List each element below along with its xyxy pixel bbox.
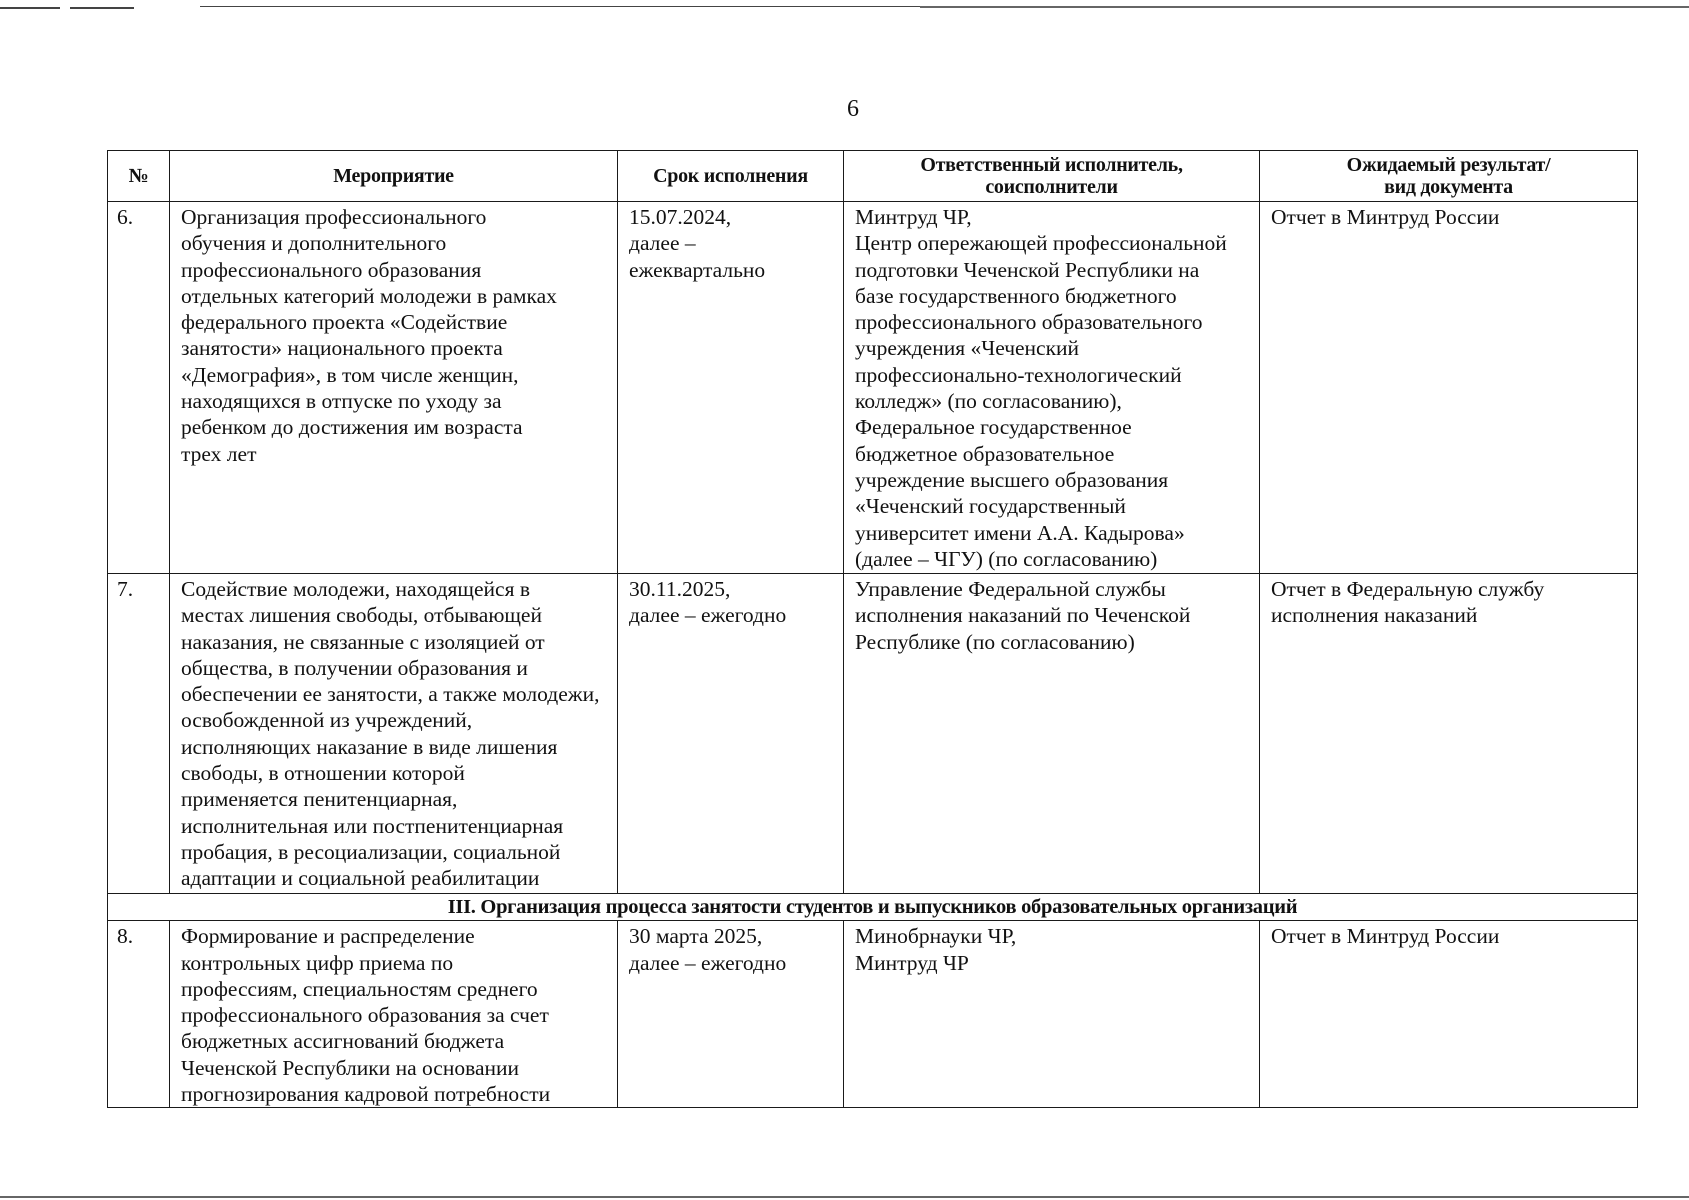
activity-cell: Формирование и распределение контрольных цифр приема по профессиям, специальностям среднего профессионального образования за счет бюджетных ассигнований бюджета Чеченской Республики на основании прогнозирования кадровой потребности — [170, 921, 618, 1108]
page-number: 6 — [847, 96, 859, 122]
action-plan-table — [107, 150, 1638, 1108]
deadline-cell: 30.11.2025, далее – ежегодно — [618, 574, 844, 894]
executor-cell: Управление Федеральной службы исполнения наказаний по Чеченской Республике (по согласованию) — [844, 574, 1260, 894]
result-cell: Отчет в Федеральную службу исполнения наказаний — [1260, 574, 1638, 894]
header-result: Ожидаемый результат/ вид документа — [1260, 151, 1638, 202]
scan-edge-line — [0, 1196, 1689, 1198]
scan-edge-line — [0, 7, 60, 9]
executor-cell: Минтруд ЧР, Центр опережающей профессиональной подготовки Чеченской Республики на базе государственного бюджетного профессионального образовательного учреждения «Чеченский профессионально-технологический колледж» (по согласованию), Федеральное государственное бюджетное образовательное учреждение высшего образования «Чеченский государственный университет имени А.А. Кадырова» (далее – ЧГУ) (по согласованию) — [844, 202, 1260, 574]
activity-cell: Содействие молодежи, находящейся в местах лишения свободы, отбывающей наказания, не связанные с изоляцией от общества, в получении образования и обеспечении ее занятости, а также молодежи, освобожденной из учреждений, исполняющих наказание в виде лишения свободы, в отношении которой применяется пенитенциарная, исполнительная или постпенитенциарная пробация, в ресоциализации, социальной адаптации и социальной реабилитации — [170, 574, 618, 894]
row-number: 7. — [108, 574, 170, 894]
header-num: № — [108, 151, 170, 202]
scan-edge-line — [920, 6, 1689, 8]
header-activity: Мероприятие — [170, 151, 618, 202]
row-number: 6. — [108, 202, 170, 574]
table-header-row — [108, 151, 1638, 202]
deadline-cell: 15.07.2024, далее – ежеквартально — [618, 202, 844, 574]
executor-cell: Минобрнауки ЧР, Минтруд ЧР — [844, 921, 1260, 1108]
result-cell: Отчет в Минтруд России — [1260, 921, 1638, 1108]
row-number: 8. — [108, 921, 170, 1108]
table-row — [108, 574, 1638, 894]
header-deadline: Срок исполнения — [618, 151, 844, 202]
scan-edge-line — [200, 6, 920, 7]
activity-cell: Организация профессионального обучения и дополнительного профессионального образования отдельных категорий молодежи в рамках федерального проекта «Содействие занятости» национального проекта «Демография», в том числе женщин, находящихся в отпуске по уходу за ребенком до достижения им возраста трех лет — [170, 202, 618, 574]
result-cell: Отчет в Минтруд России — [1260, 202, 1638, 574]
table-row — [108, 921, 1638, 1108]
section-title: III. Организация процесса занятости студентов и выпускников образовательных организаций — [108, 894, 1638, 921]
scan-edge-line — [70, 7, 134, 9]
section-header-row — [108, 894, 1638, 921]
deadline-cell: 30 марта 2025, далее – ежегодно — [618, 921, 844, 1108]
table-row — [108, 202, 1638, 574]
header-executor: Ответственный исполнитель, соисполнители — [844, 151, 1260, 202]
